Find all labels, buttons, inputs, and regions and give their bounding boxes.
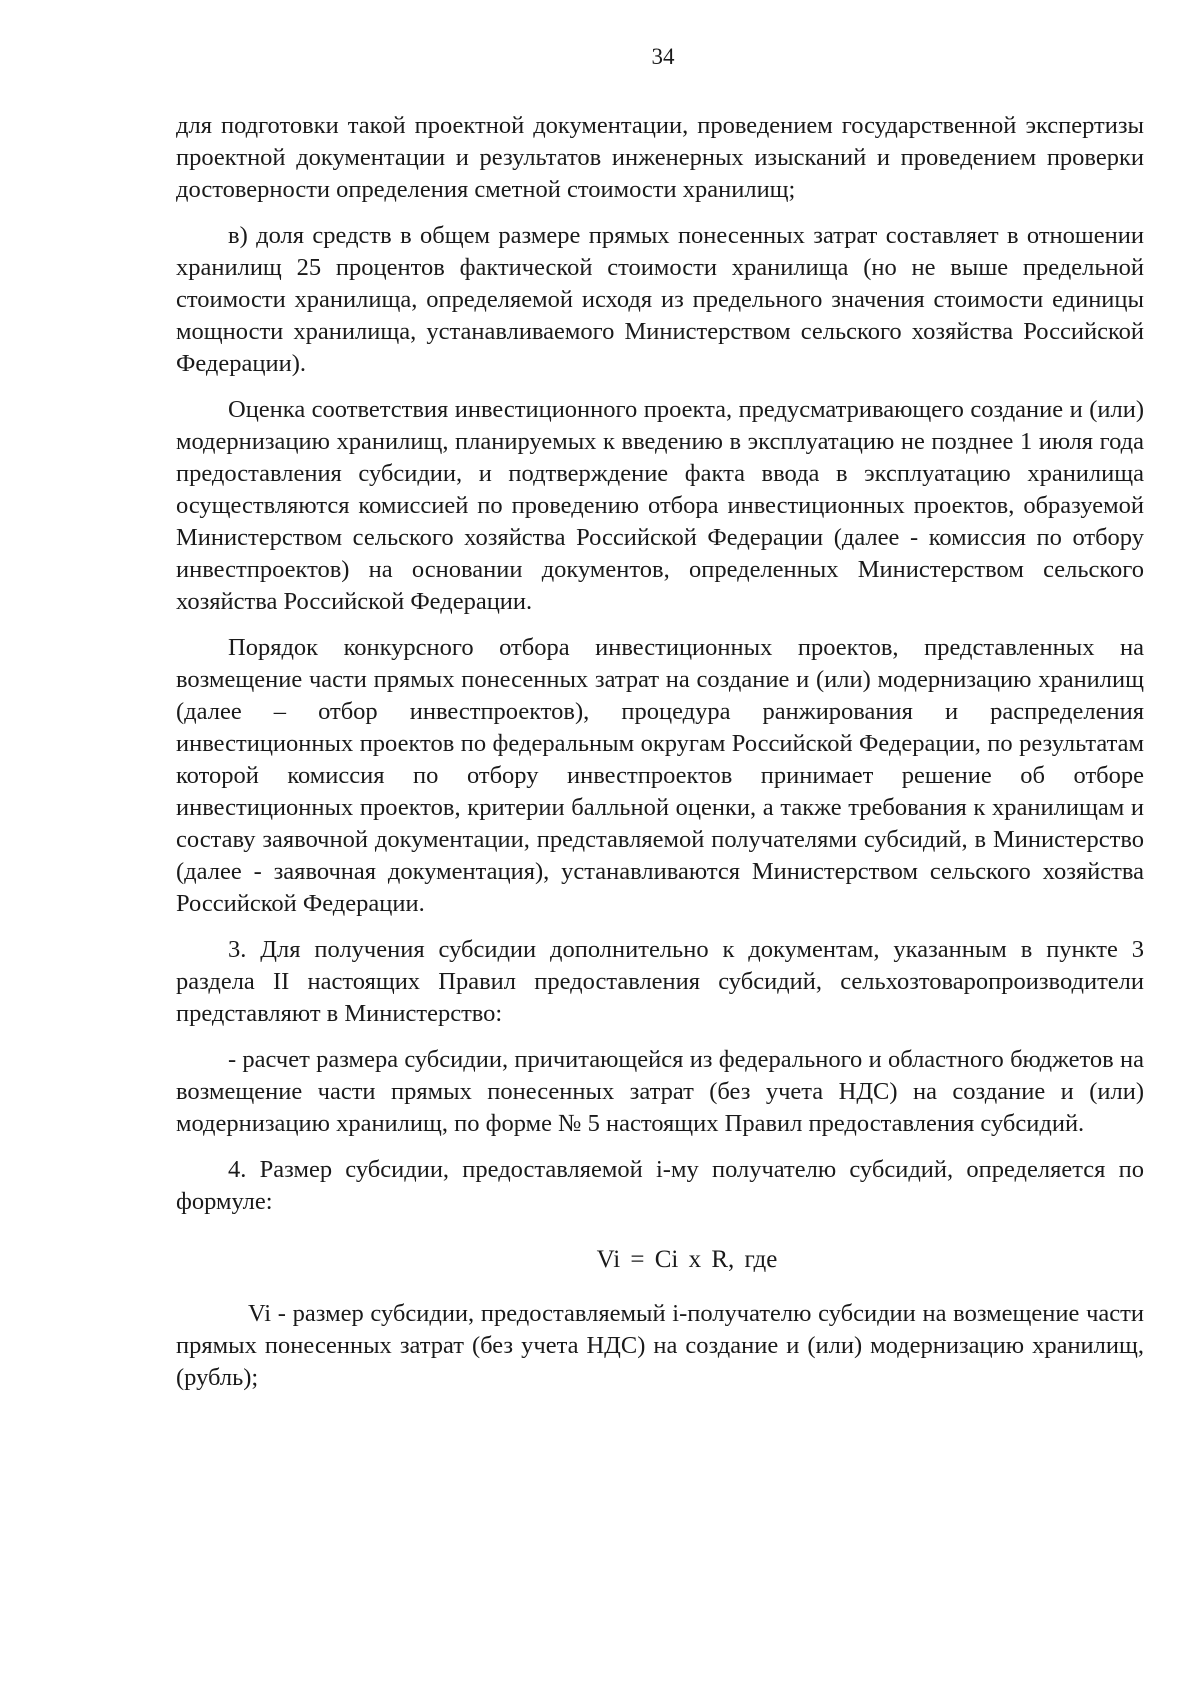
paragraph-continuation: для подготовки такой проектной документации, проведением государственной экспертизы проектной документации и результатов инженерных изысканий и проведением проверки достоверности определения сметной стоимости хранилищ;	[176, 112, 1144, 203]
paragraph-subsidy-calculation: - расчет размера субсидии, причитающейся из федерального и областного бюджетов на возмещение части прямых понесенных затрат (без учета НДС) на создание и (или) модернизацию хранилищ, по форме № 5 настоящих Правил предоставления субсидий.	[176, 1046, 1144, 1137]
formula: Vi = Ci x R, где	[596, 1246, 778, 1273]
document-body	[176, 110, 1144, 1408]
paragraph-selection-procedure: Порядок конкурсного отбора инвестиционных проектов, представленных на возмещение части прямых понесенных затрат на создание и (или) модернизацию хранилищ (далее – отбор инвестпроектов), процедура ранжирования и распределения инвестиционных проектов по федеральным округам Российской Федерации, по результатам которой комиссия по отбору инвестпроектов принимает решение об отборе инвестиционных проектов, критерии балльной оценки, а также требования к хранилищам и составу заявочной документации, представляемой получателями субсидий, в Министерство (далее - заявочная документация), устанавливаются Министерством сельского хозяйства Российской Федерации.	[176, 634, 1144, 917]
paragraph-item-3: 3. Для получения субсидии дополнительно к документам, указанным в пункте 3 раздела II настоящих Правил предоставления субсидий, сельхозтоваропроизводители представляют в Министерство:	[176, 936, 1144, 1027]
paragraph-item-4: 4. Размер субсидии, предоставляемой i-му получателю субсидий, определяется по формуле:	[176, 1156, 1144, 1215]
paragraph-project-assessment: Оценка соответствия инвестиционного проекта, предусматривающего создание и (или) модернизацию хранилищ, планируемых к введению в эксплуатацию не позднее 1 июля года предоставления субсидии, и подтверждение факта ввода в эксплуатацию хранилища осуществляются комиссией по проведению отбора инвестиционных проектов, образуемой Министерством сельского хозяйства Российской Федерации (далее - комиссия по отбору инвестпроектов) на основании документов, определенных Министерством сельского хозяйства Российской Федерации.	[176, 396, 1144, 615]
page-number: 34	[651, 44, 675, 69]
paragraph-share-of-costs: в) доля средств в общем размере прямых понесенных затрат составляет в отношении хранилищ 25 процентов фактической стоимости хранилища (но не выше предельной стоимости хранилища, определяемой исходя из предельного значения стоимости единицы мощности хранилища, устанавливаемого Министерством сельского хозяйства Российской Федерации).	[176, 222, 1144, 377]
paragraph-definition-vi: Vi - размер субсидии, предоставляемый i-получателю субсидии на возмещение части прямых понесенных затрат (без учета НДС) на создание и (или) модернизацию хранилищ, (рубль);	[176, 1300, 1144, 1391]
